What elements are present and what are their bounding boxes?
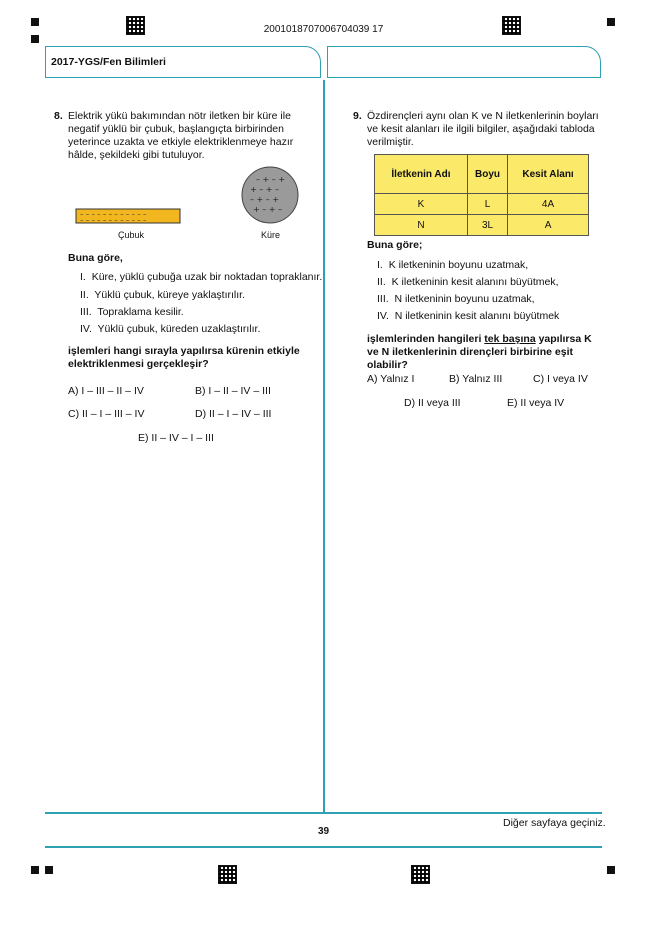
sphere-label: Küre bbox=[261, 230, 281, 240]
table-cell: 3L bbox=[467, 215, 507, 236]
item-text: N iletkeninin boyunu uzatmak, bbox=[394, 293, 535, 305]
item-number: IV. bbox=[80, 323, 92, 335]
table-header: İletkenin Adı bbox=[375, 155, 468, 194]
option-a[interactable]: A) I – III – II – IV bbox=[68, 385, 144, 397]
buna-gore: Buna göre; bbox=[367, 239, 423, 251]
table-cell: A bbox=[508, 215, 589, 236]
rod-charges: – – – – – – – – – – – – bbox=[80, 210, 147, 218]
registration-mark bbox=[31, 866, 39, 874]
option-e[interactable]: E) II – IV – I – III bbox=[138, 432, 214, 444]
svg-text:– + – +: – + – + bbox=[250, 195, 280, 204]
table-cell: N bbox=[375, 215, 468, 236]
footer-rule bbox=[45, 846, 602, 848]
section-title: 2017-YGS/Fen Bilimleri bbox=[51, 56, 166, 68]
rod-label: Çubuk bbox=[118, 230, 145, 240]
table-cell: 4A bbox=[508, 194, 589, 215]
option-e[interactable]: E) II veya IV bbox=[507, 397, 565, 409]
table-row bbox=[375, 194, 589, 215]
item-number: III. bbox=[377, 293, 389, 305]
option-c[interactable]: C) I veya IV bbox=[533, 373, 588, 385]
list-item bbox=[80, 306, 184, 319]
prompt-text: yapılırsa K ve N iletkenlerinin dirençleri birbirine eşit olabilir? bbox=[367, 333, 592, 371]
barcode-text: 2001018707006704039 17 bbox=[263, 24, 384, 35]
svg-text:+ – + –: + – + – bbox=[250, 185, 280, 194]
list-item bbox=[80, 323, 260, 336]
option-a[interactable]: A) Yalnız I bbox=[367, 373, 415, 385]
item-text: Yüklü çubuk, küreye yaklaştırılır. bbox=[94, 289, 245, 301]
prompt-text: işlemlerinden hangileri bbox=[367, 333, 485, 345]
svg-text:+ – + –: + – + – bbox=[253, 205, 283, 214]
list-item bbox=[377, 276, 559, 289]
page-number: 39 bbox=[317, 826, 330, 837]
question-number: 9. bbox=[353, 110, 362, 122]
buna-gore: Buna göre, bbox=[68, 252, 123, 264]
item-text: Küre, yüklü çubuğa uzak bir noktadan topraklanır. bbox=[91, 271, 323, 283]
prompt-emphasis: tek başına bbox=[484, 333, 536, 345]
registration-mark bbox=[31, 35, 39, 43]
item-text: K iletkeninin kesit alanını büyütmek, bbox=[391, 276, 559, 288]
question-stem: Elektrik yükü bakımından nötr iletken bir küre ile negatif yüklü bir çubuk, başlangıçta birbirinden yeterince uzakta ve etkiyle elektriklenmeye hazır hâlde, şekildeki gibi tutuluyor. bbox=[68, 110, 294, 161]
table-header: Boyu bbox=[467, 155, 507, 194]
item-text: K iletkeninin boyunu uzatmak, bbox=[388, 259, 529, 271]
table-cell: L bbox=[467, 194, 507, 215]
registration-mark bbox=[45, 866, 53, 874]
question-prompt: işlemleri hangi sırayla yapılırsa kürenin etkiyle elektriklenmesi gerçekleşir? bbox=[68, 345, 300, 370]
column-divider bbox=[323, 80, 325, 812]
item-number: I. bbox=[80, 271, 86, 283]
rod-charges: – – – – – – – – – – – – bbox=[80, 216, 147, 224]
option-b[interactable]: B) I – II – IV – III bbox=[195, 385, 271, 397]
table-row bbox=[375, 215, 589, 236]
table-header-row bbox=[375, 155, 589, 194]
svg-text:– + – +: – + – + bbox=[256, 175, 286, 184]
item-number: IV. bbox=[377, 310, 389, 322]
qr-code-icon bbox=[411, 865, 430, 884]
option-c[interactable]: C) II – I – III – IV bbox=[68, 408, 145, 420]
question-stem: Özdirençleri aynı olan K ve N iletkenlerinin boyları ve kesit alanları ile ilgili bilgiler, aşağıdaki tabloda verilmiştir. bbox=[367, 110, 599, 148]
list-item bbox=[80, 271, 322, 284]
item-number: II. bbox=[80, 289, 89, 301]
item-number: II. bbox=[377, 276, 386, 288]
conductor-table bbox=[374, 154, 589, 236]
list-item bbox=[80, 289, 245, 302]
item-text: Topraklama kesilir. bbox=[97, 306, 184, 318]
next-page-note: Diğer sayfaya geçiniz. bbox=[503, 817, 606, 829]
item-text: Yüklü çubuk, küreden uzaklaştırılır. bbox=[97, 323, 261, 335]
list-item bbox=[377, 259, 528, 272]
header-empty-box bbox=[327, 46, 601, 78]
question-prompt bbox=[367, 333, 599, 372]
item-text: N iletkeninin kesit alanını büyütmek bbox=[394, 310, 560, 322]
item-number: I. bbox=[377, 259, 383, 271]
option-b[interactable]: B) Yalnız III bbox=[449, 373, 503, 385]
item-number: III. bbox=[80, 306, 92, 318]
footer-rule bbox=[45, 812, 602, 814]
option-d[interactable]: D) II – I – IV – III bbox=[195, 408, 272, 420]
option-d[interactable]: D) II veya III bbox=[404, 397, 461, 409]
header-title-box bbox=[45, 46, 321, 78]
table-cell: K bbox=[375, 194, 468, 215]
list-item bbox=[377, 293, 535, 306]
question-number: 8. bbox=[54, 110, 63, 122]
table-header: Kesit Alanı bbox=[508, 155, 589, 194]
registration-mark bbox=[607, 866, 615, 874]
qr-code-icon bbox=[218, 865, 237, 884]
list-item bbox=[377, 310, 559, 323]
